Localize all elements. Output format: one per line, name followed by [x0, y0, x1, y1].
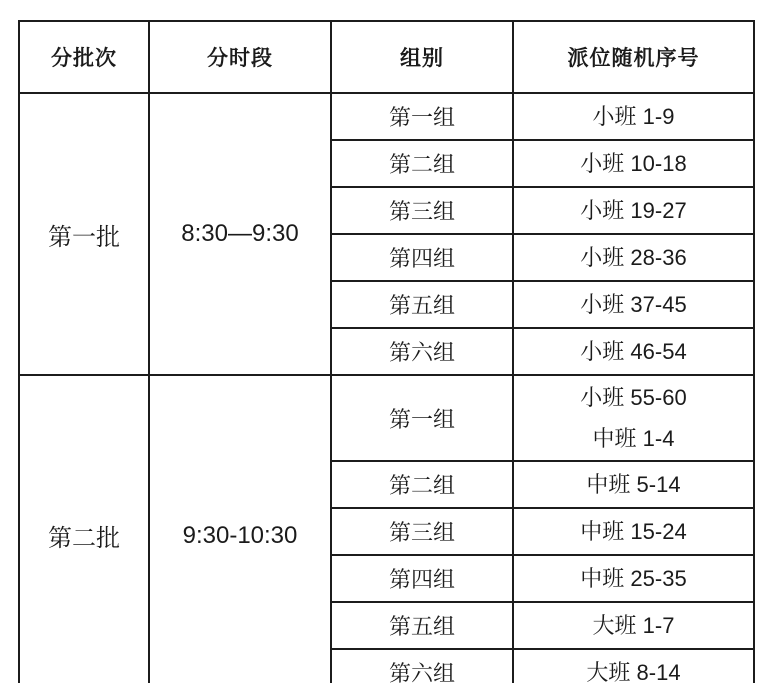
serial-text: 小班 28-36: [580, 245, 687, 270]
header-serial: 派位随机序号: [513, 21, 754, 93]
batch-cell: 第二批: [19, 375, 149, 683]
header-group: 组别: [331, 21, 513, 93]
serial-text: 中班 1-4: [592, 426, 675, 451]
serial-cell: [513, 281, 754, 328]
serial-cell: [513, 93, 754, 140]
group-cell: 第六组: [331, 649, 513, 683]
group-cell: 第三组: [331, 187, 513, 234]
serial-cell: [513, 234, 754, 281]
group-cell: 第四组: [331, 234, 513, 281]
serial-text: 小班 10-18: [580, 151, 687, 176]
table-row: [19, 93, 754, 140]
serial-cell: [513, 140, 754, 187]
group-cell: 第三组: [331, 508, 513, 555]
time-cell: 9:30-10:30: [149, 375, 331, 683]
group-cell: 第五组: [331, 281, 513, 328]
header-batch: 分批次: [19, 21, 149, 93]
allocation-table: [18, 20, 755, 683]
serial-text: 中班 25-35: [580, 566, 687, 591]
serial-text: 大班 1-7: [592, 613, 675, 638]
serial-text: 小班 55-60: [580, 385, 687, 410]
table-body: [19, 93, 754, 683]
group-cell: 第四组: [331, 555, 513, 602]
serial-text: 中班 5-14: [586, 472, 681, 497]
serial-text: 小班 19-27: [580, 198, 687, 223]
serial-cell: [513, 461, 754, 508]
group-cell: 第一组: [331, 375, 513, 461]
table-row: [19, 375, 754, 461]
serial-cell: [513, 187, 754, 234]
header-row: [19, 21, 754, 93]
serial-text: 中班 15-24: [580, 519, 687, 544]
serial-cell: [513, 555, 754, 602]
serial-cell: [513, 602, 754, 649]
serial-cell: [513, 328, 754, 375]
group-cell: 第二组: [331, 140, 513, 187]
header-time: 分时段: [149, 21, 331, 93]
serial-text: 小班 1-9: [592, 104, 675, 129]
serial-cell: [513, 649, 754, 683]
time-cell: 8:30—9:30: [149, 93, 331, 375]
table-header: [19, 21, 754, 93]
serial-text: 小班 46-54: [580, 339, 687, 364]
serial-cell: [513, 375, 754, 461]
serial-text: 大班 8-14: [586, 660, 681, 683]
group-cell: 第一组: [331, 93, 513, 140]
group-cell: 第六组: [331, 328, 513, 375]
serial-cell: [513, 508, 754, 555]
group-cell: 第五组: [331, 602, 513, 649]
group-cell: 第二组: [331, 461, 513, 508]
batch-cell: 第一批: [19, 93, 149, 375]
serial-text: 小班 37-45: [580, 292, 687, 317]
